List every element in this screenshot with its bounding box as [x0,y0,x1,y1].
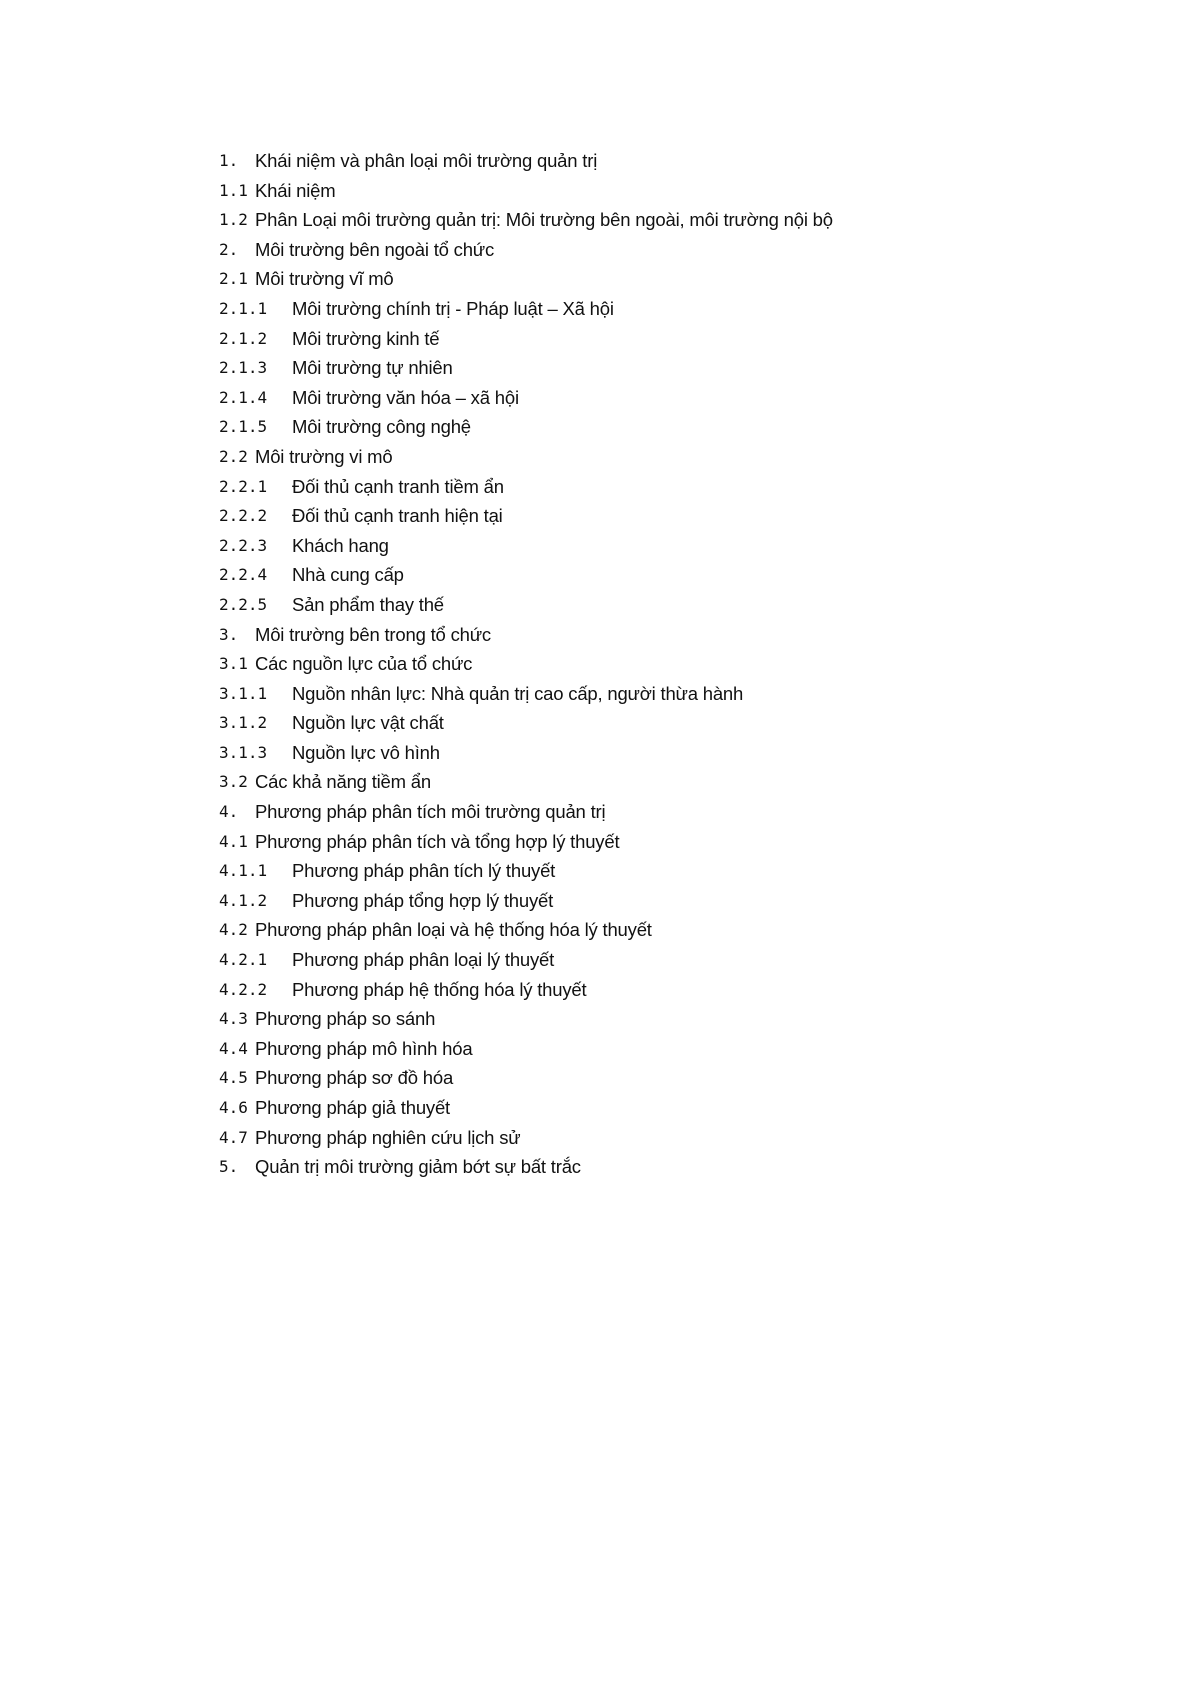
outline-item-number: 3. [219,624,239,644]
outline-item-number: 2. [219,239,239,259]
outline-item-text: Phương pháp so sánh [255,1008,436,1030]
outline-item-text: Môi trường vi mô [255,445,393,467]
outline-item-number: 4.1.1 [219,861,268,881]
outline-item [219,560,833,590]
outline-item [219,975,833,1005]
outline-item-text: Phương pháp sơ đồ hóa [255,1067,454,1089]
outline-item-text: Khái niệm và phân loại môi trường quản trị [255,150,598,171]
outline-item-text: Khái niệm [255,179,336,201]
outline-item-number: 1.1 [219,180,248,200]
outline-item-number: 4.1.2 [219,890,268,910]
outline-item-number: 4.2.1 [219,950,268,970]
outline-list [219,146,833,1182]
outline-item [219,1063,833,1093]
outline-item-text: Môi trường kinh tế [292,327,440,349]
outline-item [219,590,833,620]
outline-item-text: Nguồn lực vật chất [292,712,444,734]
outline-item-text: Phương pháp hệ thống hóa lý thuyết [292,978,587,1000]
outline-item-text: Nguồn nhân lực: Nhà quản trị cao cấp, người thừa hành [292,682,744,704]
outline-item [219,945,833,975]
outline-item [219,383,833,413]
outline-item-text: Phương pháp phân tích và tổng hợp lý thuyết [255,830,620,852]
outline-item-number: 2.2.5 [219,594,268,614]
outline-item [219,531,833,561]
outline-item-number: 3.1.3 [219,742,268,762]
outline-item-text: Phương pháp giả thuyết [255,1097,450,1118]
outline-item [219,767,833,797]
outline-item [219,1152,833,1182]
outline-item-number: 2.1.3 [219,358,268,378]
outline-item [219,501,833,531]
outline-item [219,442,833,472]
outline-item [219,472,833,502]
outline-item-number: 4.4 [219,1038,248,1058]
outline-item-number: 2.2.3 [219,535,268,555]
outline-item-number: 2.2.2 [219,506,268,526]
outline-item-number: 4. [219,802,239,822]
outline-item [219,205,833,235]
outline-item-text: Khách hang [292,534,389,556]
outline-item-number: 4.2.2 [219,979,268,999]
outline-item-number: 2.1.4 [219,387,268,407]
outline-item-number: 2.1 [219,269,248,289]
outline-item-number: 1. [219,151,239,170]
outline-item-text: Phương pháp nghiên cứu lịch sử [255,1126,521,1148]
outline-item-number: 2.2 [219,446,248,466]
outline-item-number: 3.1.1 [219,683,268,703]
outline-item [219,856,833,886]
outline-item [219,620,833,650]
outline-item [219,353,833,383]
outline-item-text: Nguồn lực vô hình [292,741,440,763]
outline-item-text: Môi trường công nghệ [292,416,471,438]
outline-item-text: Phương pháp phân tích môi trường quản trị [255,801,606,823]
outline-item [219,827,833,857]
outline-item-text: Môi trường bên trong tổ chức [255,623,491,645]
outline-item [219,176,833,206]
outline-item-number: 5. [219,1157,239,1177]
outline-item-number: 2.2.4 [219,565,268,585]
outline-item [219,146,833,176]
outline-item-text: Đối thủ cạnh tranh tiềm ẩn [292,475,504,497]
outline-item-number: 2.1.2 [219,328,268,348]
outline-item-text: Nhà cung cấp [292,564,404,586]
outline-item [219,235,833,265]
outline-item [219,324,833,354]
outline-item-text: Môi trường văn hóa – xã hội [292,386,519,408]
outline-item-number: 4.3 [219,1009,248,1029]
outline-item-number: 1.2 [219,210,248,230]
outline-item-text: Phương pháp mô hình hóa [255,1037,473,1059]
outline-item [219,1034,833,1064]
outline-item-text: Phương pháp phân tích lý thuyết [292,860,556,882]
outline-item [219,679,833,709]
outline-item-number: 2.1.5 [219,417,268,437]
outline-item [219,264,833,294]
outline-item [219,1123,833,1153]
outline-item-number: 4.5 [219,1068,248,1088]
outline-item [219,1004,833,1034]
outline-item-text: Quản trị môi trường giảm bớt sự bất trắc [255,1156,581,1178]
outline-item [219,915,833,945]
outline-item-text: Các nguồn lực của tổ chức [255,653,473,675]
outline-item [219,294,833,324]
outline-item [219,649,833,679]
outline-item-text: Môi trường tự nhiên [292,357,453,379]
outline-item-number: 4.1 [219,831,248,851]
outline-item [219,886,833,916]
outline-item-text: Phương pháp tổng hợp lý thuyết [292,889,554,911]
outline-item-number: 3.2 [219,772,248,792]
outline-item-text: Môi trường vĩ mô [255,268,394,290]
outline-item-number: 4.7 [219,1127,248,1147]
outline-item-text: Môi trường chính trị - Pháp luật – Xã hội [292,297,614,319]
outline-item-number: 3.1 [219,654,248,674]
outline-item-text: Phương pháp phân loại và hệ thống hóa lý thuyết [255,919,652,941]
outline-item-text: Phân Loại môi trường quản trị: Môi trường bên ngoài, môi trường nội bộ [255,209,833,231]
outline-item-number: 2.2.1 [219,476,268,496]
outline-item [219,412,833,442]
outline-item [219,738,833,768]
outline-item-number: 3.1.2 [219,713,268,733]
outline-item [219,708,833,738]
outline-item-text: Phương pháp phân loại lý thuyết [292,949,555,971]
outline-item-text: Đối thủ cạnh tranh hiện tại [292,505,503,527]
outline-item-number: 4.2 [219,920,248,940]
outline-item-number: 2.1.1 [219,298,268,318]
outline-item-number: 4.6 [219,1098,248,1117]
outline-item [219,797,833,827]
outline-item-text: Các khả năng tiềm ẩn [255,771,431,793]
outline-item [219,1093,833,1123]
outline-item-text: Môi trường bên ngoài tổ chức [255,238,495,260]
outline-item-text: Sản phẩm thay thế [292,593,444,615]
